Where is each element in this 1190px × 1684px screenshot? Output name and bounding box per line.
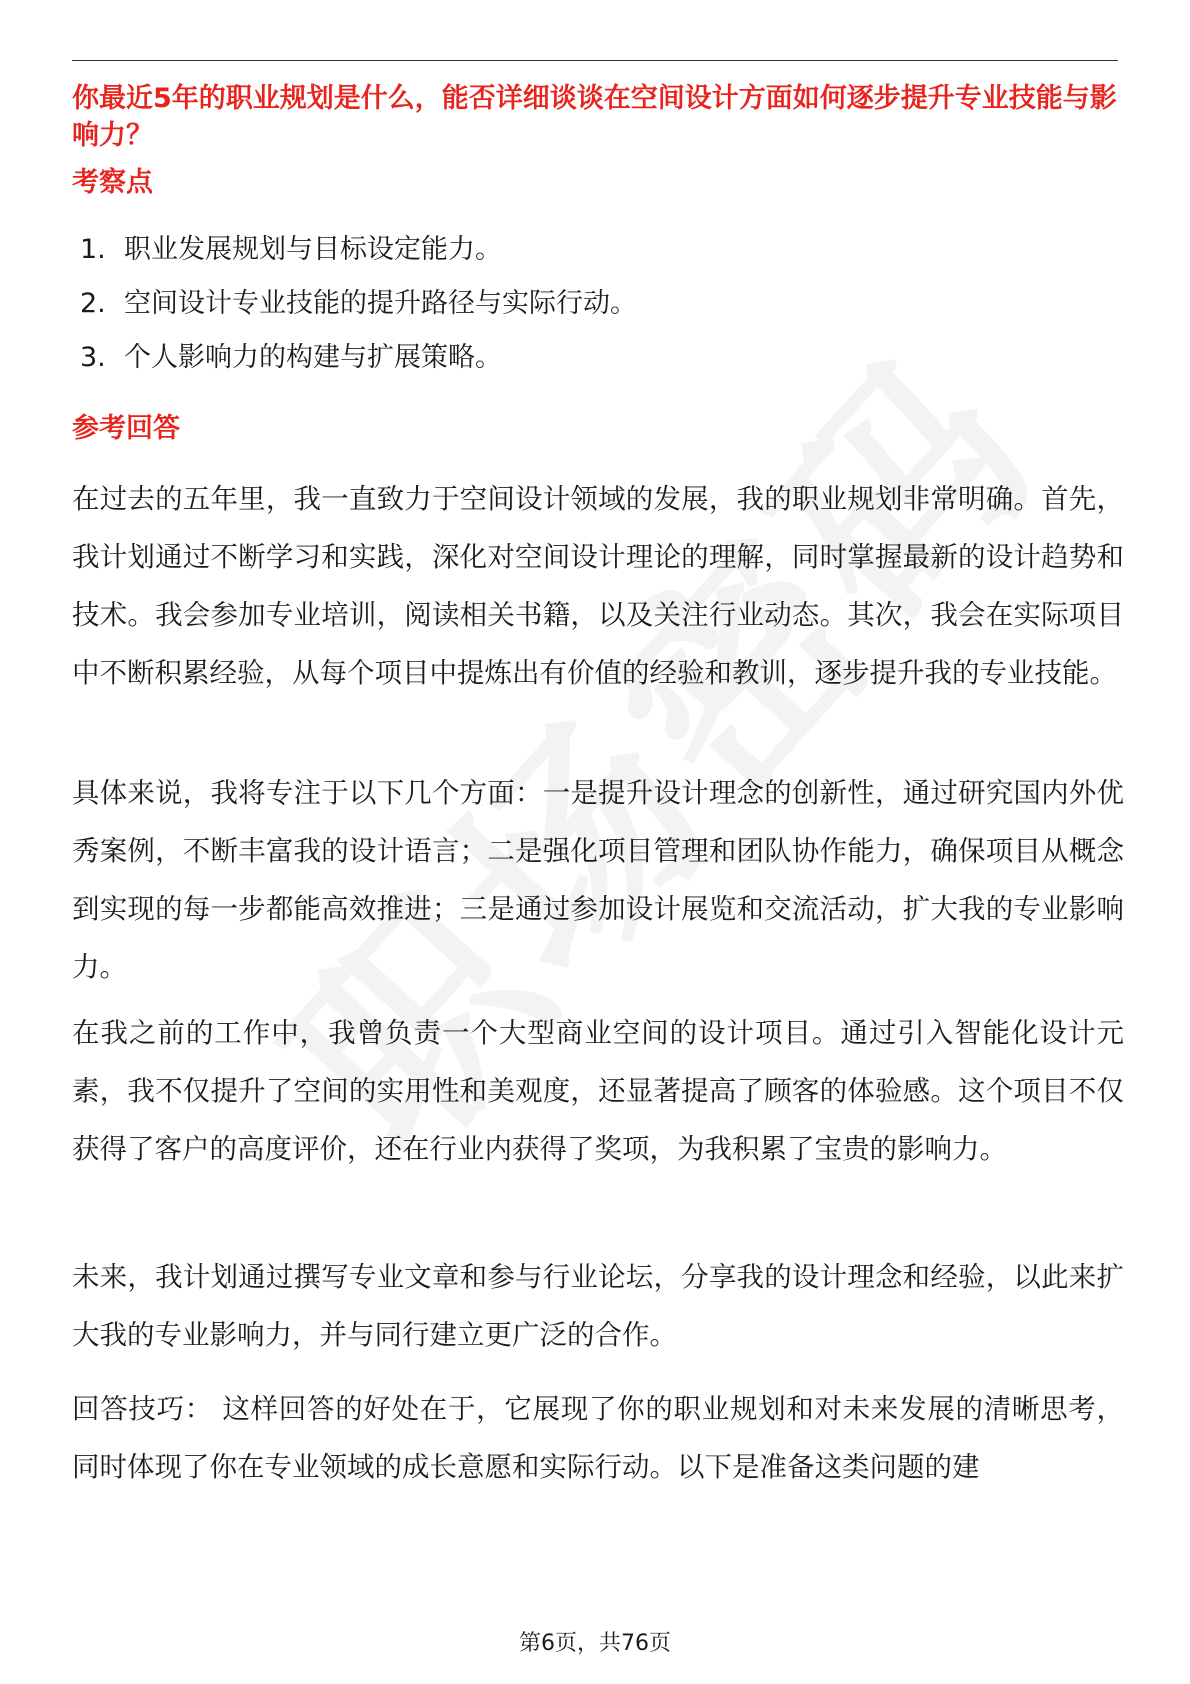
section-heading-answer: 参考回答: [72, 413, 180, 444]
list-item-text: 职业发展规划与目标设定能力。: [124, 234, 502, 265]
top-rule: [72, 60, 1118, 61]
answer-paragraph: 未来，我计划通过撰写专业文章和参与行业论坛，分享我的设计理念和经验，以此来扩大我的专业影响力，并与同行建立更广泛的合作。: [72, 1261, 1124, 1351]
list-item-number: 2.: [80, 288, 106, 319]
page-footer: 第6页，共76页: [519, 1631, 671, 1656]
answer-paragraph: 在过去的五年里，我一直致力于空间设计领域的发展，我的职业规划非常明确。首先，我计划通过不断学习和实践，深化对空间设计理论的理解，同时掌握最新的设计趋势和技术。我会参加专业培训，阅读相关书籍，以及关注行业动态。其次，我会在实际项目中不断积累经验，从每个项目中提炼出有价值的经验和教训，逐步提升我的专业技能。: [72, 483, 1124, 689]
answer-paragraph: 具体来说，我将专注于以下几个方面：一是提升设计理念的创新性，通过研究国内外优秀案例，不断丰富我的设计语言；二是强化项目管理和团队协作能力，确保项目从概念到实现的每一步都能高效推进；三是通过参加设计展览和交流活动，扩大我的专业影响力。: [72, 777, 1124, 983]
answer-paragraph: 在我之前的工作中，我曾负责一个大型商业空间的设计项目。通过引入智能化设计元素，我不仅提升了空间的实用性和美观度，还显著提高了顾客的体验感。这个项目不仅获得了客户的高度评价，还在行业内获得了奖项，为我积累了宝贵的影响力。: [72, 1017, 1124, 1165]
answer-tips-paragraph: 回答技巧： 这样回答的好处在于，它展现了你的职业规划和对未来发展的清晰思考，同时体现了你在专业领域的成长意愿和实际行动。以下是准备这类问题的建: [72, 1393, 1124, 1483]
list-item: [80, 230, 502, 270]
list-item: [80, 338, 502, 378]
list-item-text: 空间设计专业技能的提升路径与实际行动。: [124, 288, 637, 319]
question-title: 你最近5年的职业规划是什么，能否详细谈谈在空间设计方面如何逐步提升专业技能与影响力？: [72, 83, 1117, 151]
list-item: [80, 284, 637, 324]
list-item-text: 个人影响力的构建与扩展策略。: [124, 342, 502, 373]
section-heading-points: 考察点: [72, 167, 153, 198]
list-item-number: 1.: [80, 234, 106, 265]
list-item-number: 3.: [80, 342, 106, 373]
